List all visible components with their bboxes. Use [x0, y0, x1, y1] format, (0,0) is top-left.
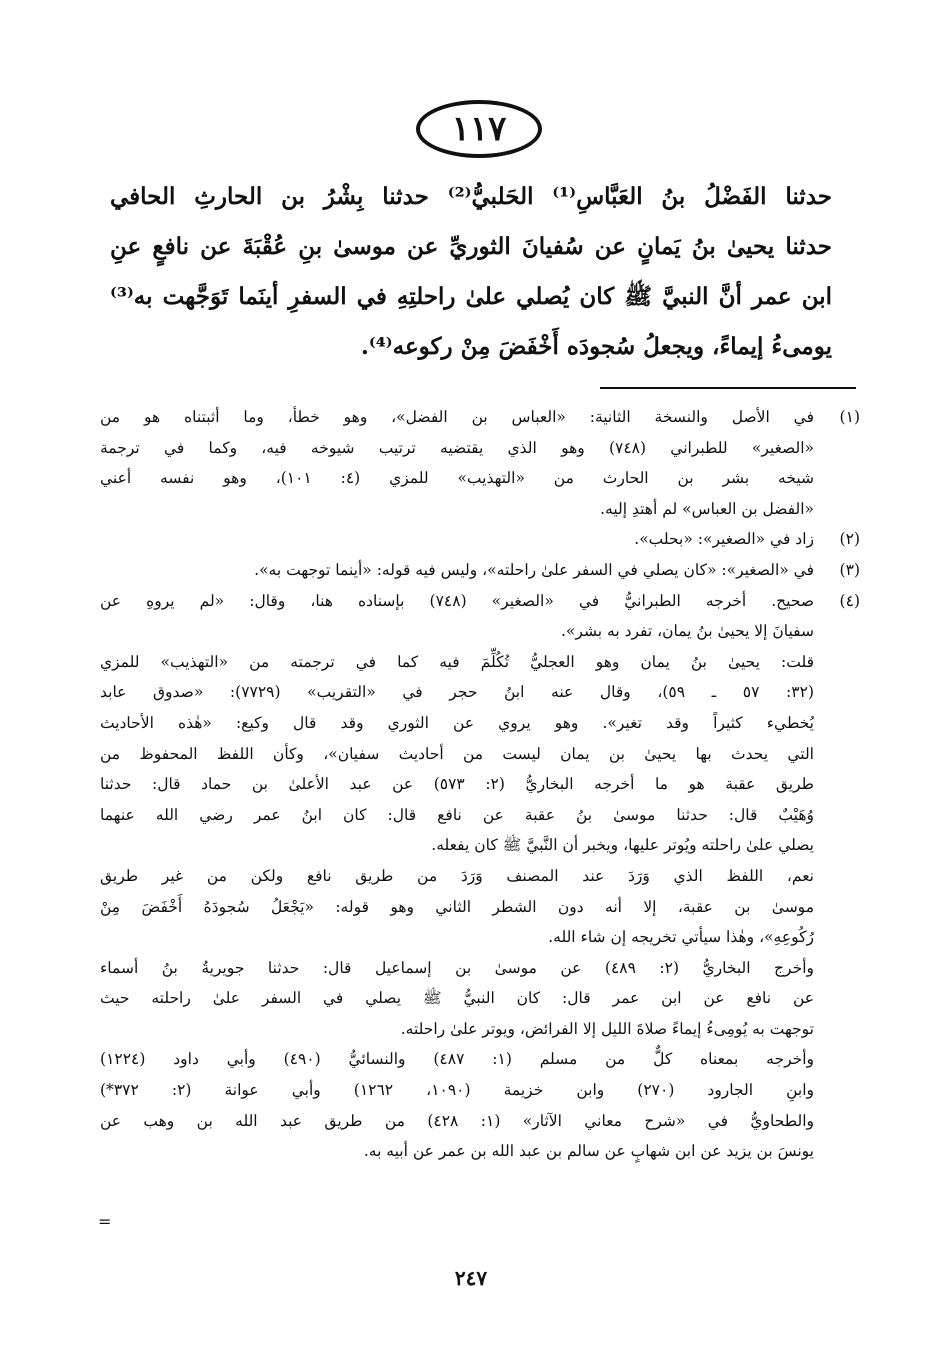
hadith-line: حدثنا يحيىٰ بنُ يَمانٍ عن سُفيانَ الثوريِّ عن موسىٰ بنِ عُقْبَةَ عن نافعٍ عنِ [110, 233, 832, 260]
hadith-number-badge [416, 100, 542, 158]
commentary-line: وابنِ الجارود (٢٧٠) وابن خزيمة (١٠٩٠، ١٢٦٢) وأبي عوانة (٢: ٣٧٢*) [100, 1081, 814, 1100]
footnote-divider [600, 387, 856, 389]
commentary-line: موسىٰ بن عقبة، إلا أنه دون الشطر الثاني وهو قوله: «يَجْعَلُ سُجودَهُ أَخْفَضَ مِنْ [100, 897, 814, 916]
commentary-line: وأخرج البخاريُّ (٢: ٤٨٩) عن موسىٰ بن إسماعيل قال: حدثنا جويريةُ بنُ أسماء [100, 958, 814, 977]
commentary-line: توجهت به يُومِىءُ إيماءً صلاةَ الليل إلا الفرائض، ويوتر علىٰ راحلته. [400, 1019, 814, 1038]
footnote-line: «الفضل بن العباس» لم أهتدِ إليه. [600, 499, 814, 518]
footnote-line: في «الصغير»: «كان يصلي في السفر علىٰ راحلته»، وليس فيه قوله: «أينما توجهت به». [254, 560, 814, 579]
hadith-line: يومىءُ إيماءً، ويجعلُ سُجودَه أَخْفَضَ مِنْ ركوعه⁽⁴⁾. [360, 333, 832, 360]
footnotes-section [100, 402, 860, 1167]
commentary-line: عن نافع عن ابن عمر قال: كان النبيُّ ﷺ يصلي في السفر علىٰ راحلته حيث [100, 989, 814, 1008]
footnote-4 [100, 586, 860, 647]
hadith-number: ١١٧ [451, 109, 507, 149]
footnote-2 [100, 524, 860, 555]
footnote-number: (١) [839, 408, 860, 426]
footnote-3 [100, 555, 860, 586]
hadith-line: ابن عمر أنَّ النبيَّ ﷺ كان يُصلي علىٰ راحلتِهِ في السفرِ أينَما تَوَجَّهت به⁽³⁾ [110, 283, 832, 310]
footnote-number: (٤) [839, 591, 860, 610]
footnote-number: (٢) [839, 530, 860, 549]
commentary-line: وأخرجه بمعناه كلٌّ من مسلم (١: ٤٨٧) والنسائيُّ (٤٩٠) وأبي داود (١٢٢٤) [100, 1050, 814, 1069]
commentary-line: يصلي علىٰ راحلته ويُوتر عليها، ويخبر أن النَّبيَّ ﷺ كان يفعله. [431, 836, 814, 855]
commentary-line: رُكُوعِهِ»، وهٰذا سيأتي تخريجه إن شاء الله. [548, 928, 814, 947]
commentary-line: (٣٢: ٥٧ ـ ٥٩)، وقال عنه ابنُ حجر في «التقريب» (٧٧٢٩): «صدوق عابد [100, 683, 814, 702]
continuation-mark: = [98, 1212, 112, 1231]
page-number: ٢٤٧ [454, 1266, 488, 1290]
commentary-paragraph-1 [100, 647, 860, 861]
commentary-line: يُخطيء كثيراً وقد تغير». وهو يروي عن الثوري وقد قال وكيع: «هٰذه الأحاديث [100, 713, 814, 732]
commentary-line: يونسَ بن يزيد عن ابن شهابٍ عن سالم بن عبد الله بن عمر عن أبيه به. [363, 1142, 814, 1161]
footnote-line: «الصغير» للطبراني (٧٤٨) وهو الذي يقتضيه ترتيب شيوخه فيه، وكما في ترجمة [100, 438, 814, 457]
hadith-text [110, 172, 832, 372]
footnote-number: (٣) [839, 560, 860, 579]
commentary-paragraph-4 [100, 1044, 860, 1166]
footnote-line: في الأصل والنسخة الثانية: «العباس بن الفضل»، وهو خطأ، وما أثبتناه هو من [100, 408, 814, 426]
commentary-line: وُهَيْبٌ قال: حدثنا موسىٰ بنُ عقبة عن نافع قال: كان ابنُ عمر رضي الله عنهما [100, 805, 814, 824]
footnote-line: زاد في «الصغير»: «بحلب». [634, 530, 814, 549]
footnote-line: صحيح. أخرجه الطبرانيُّ في «الصغير» (٧٤٨) بإسناده هنا، وقال: «لم يروهِ عن [100, 591, 814, 610]
footnote-1 [100, 402, 860, 524]
commentary-line: طريق عقبة هو ما أخرجه البخاريُّ (٢: ٥٧٣) عن عبد الأعلىٰ بن حماد قال: حدثنا [100, 775, 814, 794]
commentary-line: التي يحدث بها يحيىٰ بن يمان ليست من أحاديث سفيان»، وكأن اللفظ المحفوظ من [100, 744, 814, 763]
footnote-line: سفيانَ إلا يحيىٰ بنُ يمان، تفرد به بشر». [561, 622, 814, 641]
commentary-line: نعم، اللفظ الذي وَرَدَ عند المصنف وَرَدَ من طريق نافع ولكن من غير طريق [100, 866, 814, 885]
commentary-line: قلت: يحيىٰ بنُ يمان وهو العجليُّ تُكُلِّمَ فيه كما في ترجمته من «التهذيب» للمزي [100, 652, 814, 671]
hadith-line: حدثنا الفَضْلُ بنُ العَبَّاسِ⁽¹⁾ الحَلبيُّ⁽²⁾ حدثنا بِشْرُ بن الحارثِ الحافي [110, 183, 832, 210]
commentary-paragraph-3 [100, 953, 860, 1045]
commentary-paragraph-2 [100, 861, 860, 953]
footnote-line: شيخه بشر بن الحارث من «التهذيب» للمزي (٤: ١٠١)، وهو نفسه أعني [100, 469, 814, 488]
commentary-line: والطحاويُّ في «شرح معاني الآثار» (١: ٤٢٨) من طريق عبد الله بن وهب عن [100, 1111, 814, 1130]
